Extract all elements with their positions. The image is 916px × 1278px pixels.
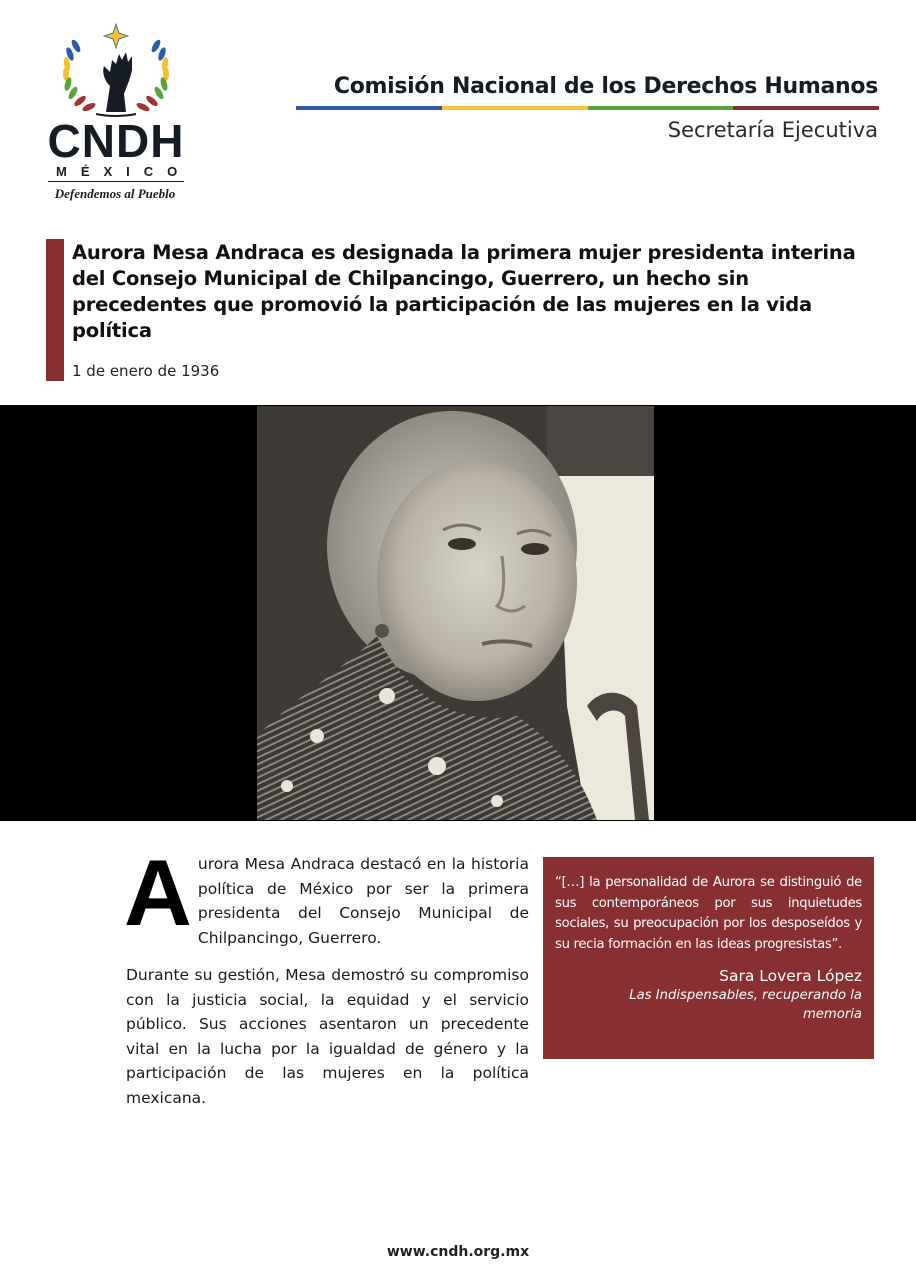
quote-source: Las Indispensables, recuperando la memoria [629,988,862,1022]
color-rule-red [733,106,879,110]
portrait-image-icon [257,406,654,820]
logo-motto: Defendemos al Pueblo [54,186,176,201]
footer-url-link[interactable]: www.cndh.org.mx [386,1244,530,1260]
title-accent-bar [46,239,64,381]
article-body [124,840,529,1123]
sub-organization: Secretaría Ejecutiva [667,118,878,142]
article-title: Aurora Mesa Andraca es designada la primera mujer presidenta interina del Consejo Municipal de Chilpancingo, Guerrero, un hecho sin precedentes que promovió la participación de las mujeres en la vida política [72,241,856,342]
paragraph-1 [124,840,529,950]
color-rule-green [588,106,734,110]
color-rule-blue [296,106,442,110]
drop-cap: A [124,840,192,945]
quote-box [543,857,874,1059]
paragraph-2: Durante su gestión, Mesa demostró su compromiso con la justicia social, la equidad y el servicio público. Sus acciones asentaron un precedente vital en la lucha por la igualdad de género y la participación de las mujeres en la política mexicana. [126,966,529,1107]
logo-divider [48,181,184,182]
quote-author: Sara Lovera López [719,967,862,985]
color-rule-yellow [442,106,588,110]
article-date: 1 de enero de 1936 [72,362,220,380]
quote-text: “[…] la personalidad de Aurora se distinguió de sus contemporáneos por sus inquietudes sociales, su preocupación por los desposeídos y su recia formación en las ideas progresistas”. [555,875,862,952]
portrait-photo [257,406,654,820]
color-rule [296,106,879,110]
raised-hand-laurel-star-icon [40,20,200,125]
organization-name: Comisión Nacional de los Derechos Humanos [333,74,878,99]
paragraph-1-text: urora Mesa Andraca destacó en la historia política de México por ser la primera presidenta del Consejo Municipal de Chilpancingo, Guerrero. [197,855,529,947]
logo-country: MÉXICO [56,164,192,179]
logo-acronym: CNDH [47,115,185,167]
